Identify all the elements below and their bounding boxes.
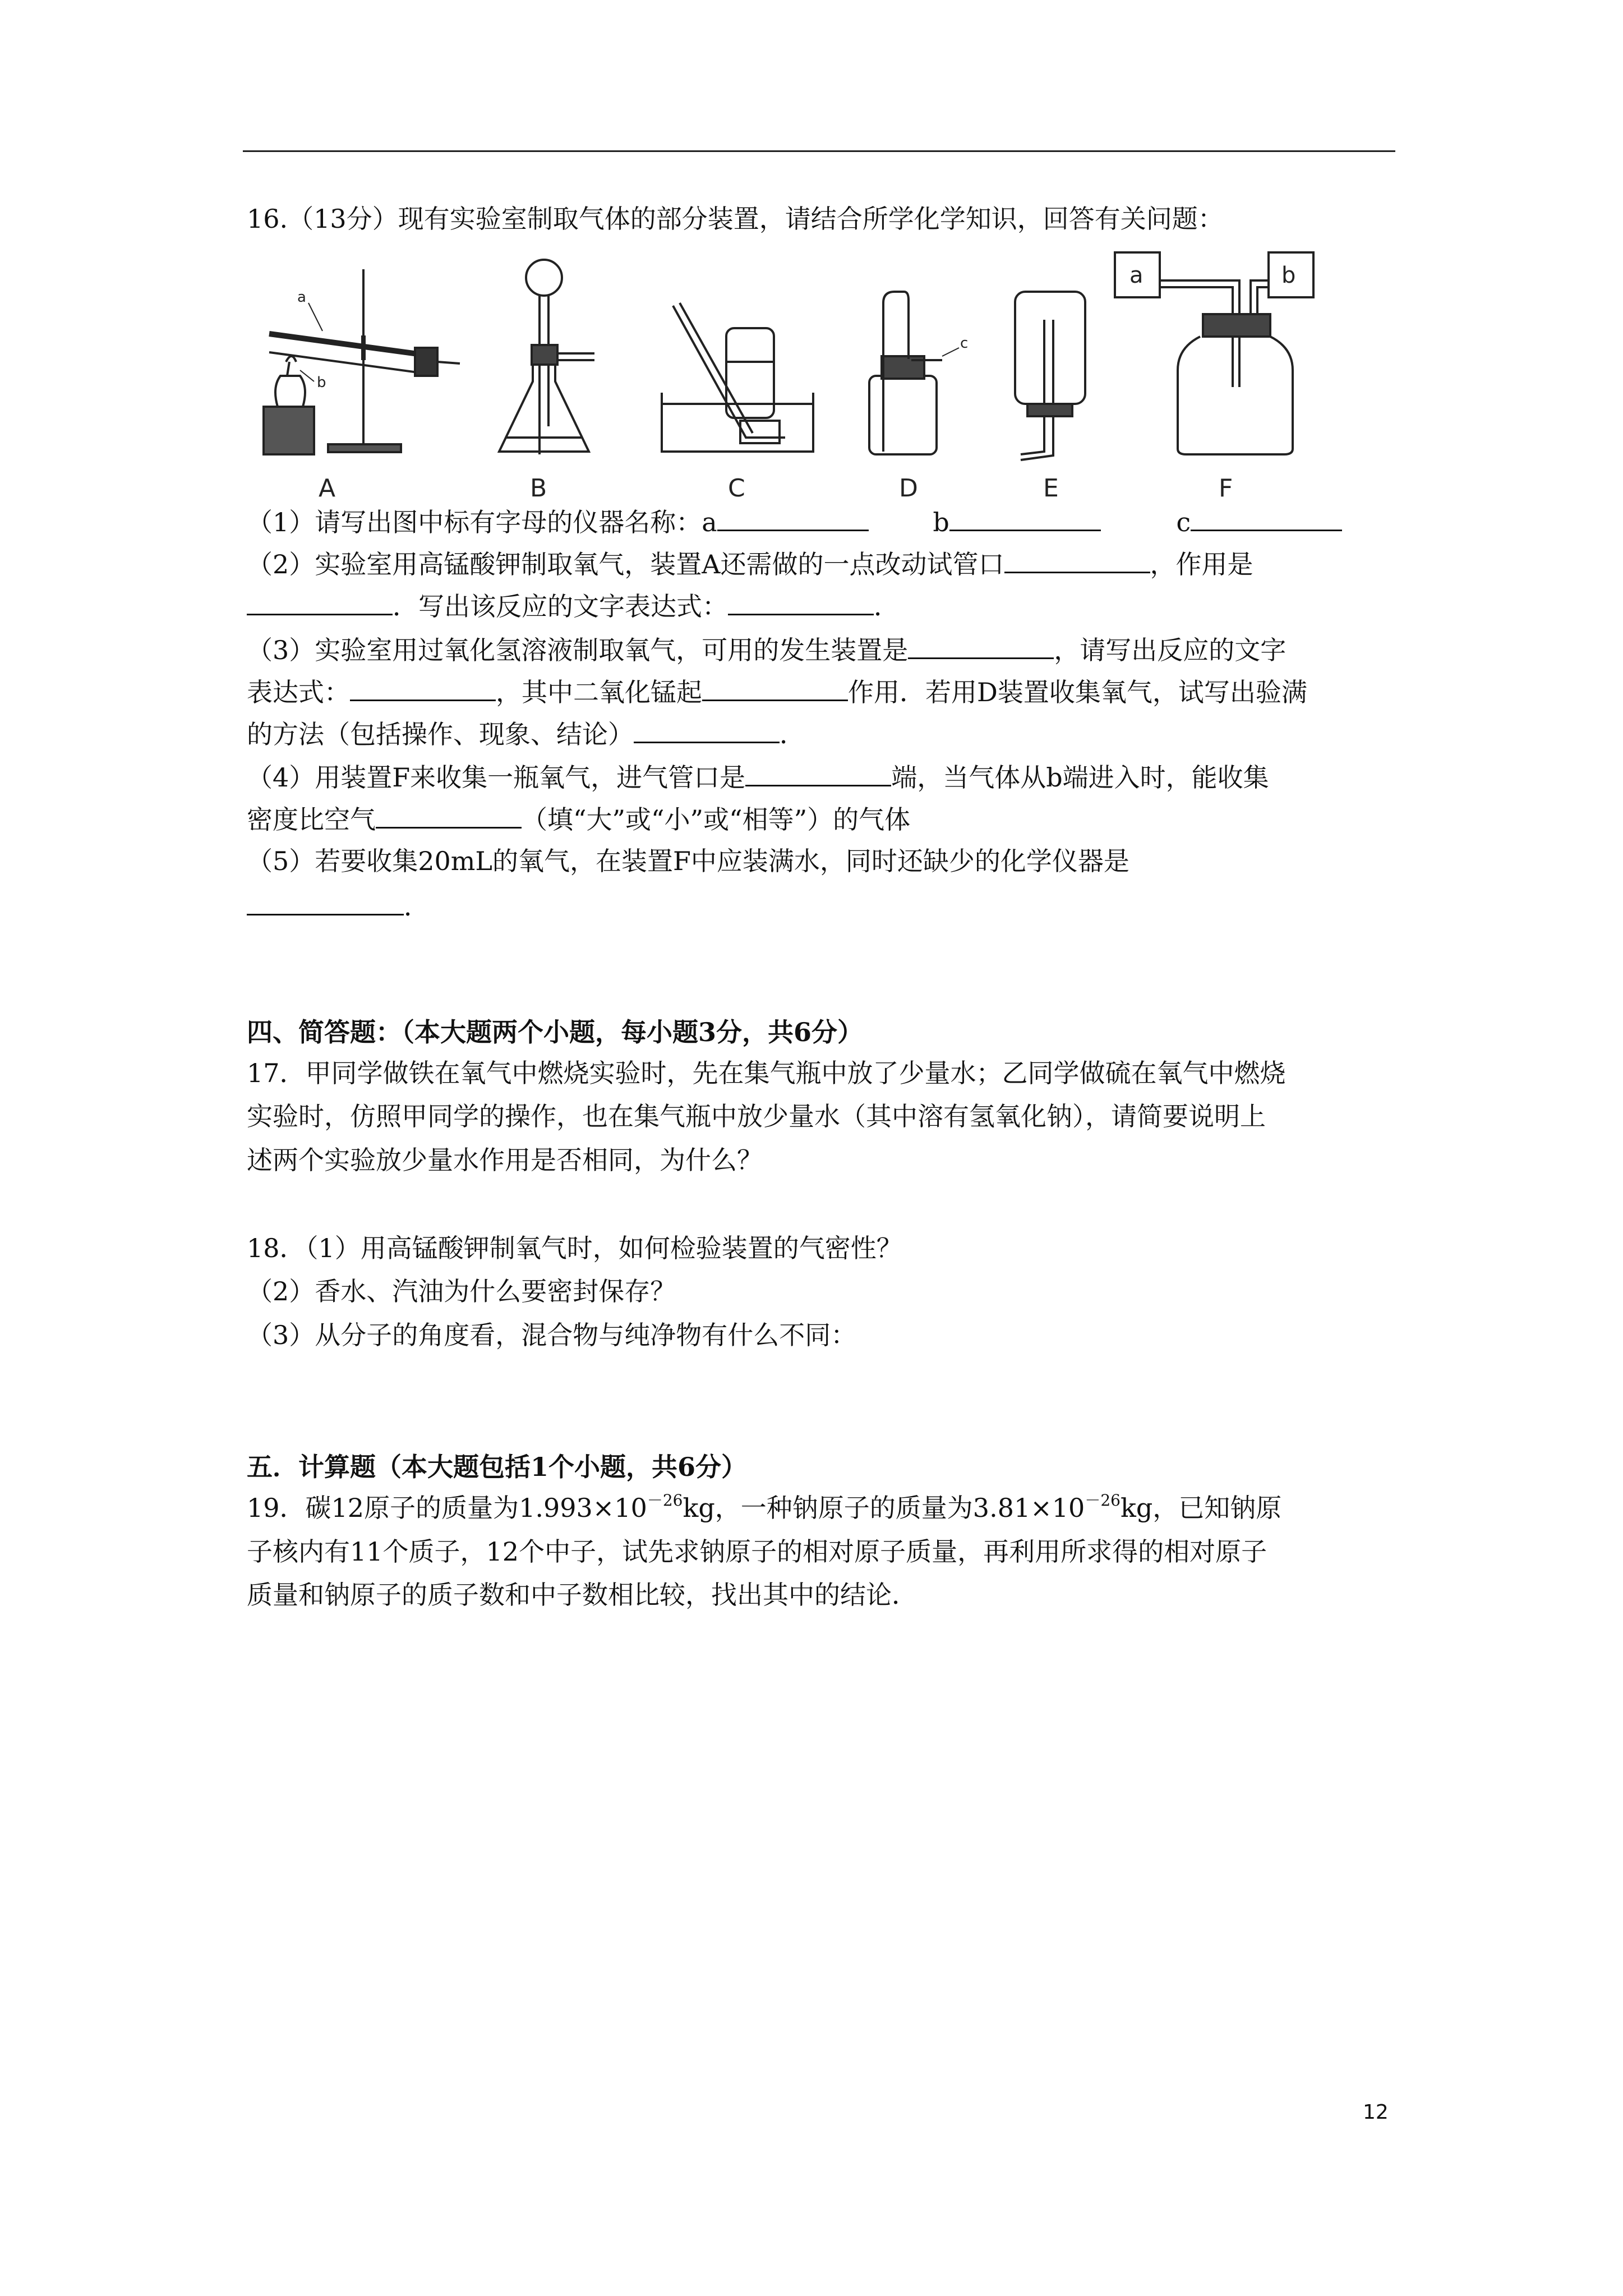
answer-blank[interactable] — [702, 675, 848, 701]
label-C: C — [728, 474, 745, 502]
answer-blank[interactable] — [745, 760, 891, 786]
exponent: －26 — [647, 1491, 683, 1510]
q16-part3-line3: 的方法（包括操作、现象、结论） ． — [247, 717, 805, 751]
header-rule — [243, 150, 1395, 152]
apparatus-c — [662, 303, 813, 452]
box-a-label: a — [1129, 263, 1144, 288]
apparatus-a — [264, 269, 460, 454]
answer-blank[interactable] — [908, 633, 1054, 659]
answer-blank[interactable] — [350, 675, 496, 701]
label-E: E — [1043, 474, 1059, 502]
q16-part3-line2: 表达式： ，其中二氧化锰起 作用．若用D装置收集氧气，试写出验满 — [247, 675, 1307, 709]
q16-part5-line2: ． — [247, 889, 430, 923]
q16-part4-line1: （4）用装置F来收集一瓶氧气，进气管口是 端，当气体从b端进入时，能收集 — [247, 760, 1269, 794]
q19-line2: 子核内有11个质子，12个中子，试先求钠原子的相对原子质量，再利用所求得的相对原子 — [247, 1536, 1267, 1567]
label-A: A — [319, 474, 336, 502]
label-b: b — [317, 374, 326, 391]
label-c: c — [960, 335, 969, 352]
answer-blank[interactable] — [247, 589, 393, 615]
exponent: －26 — [1085, 1491, 1121, 1510]
apparatus-f — [1115, 252, 1313, 454]
answer-blank[interactable] — [1004, 547, 1150, 573]
q18-line1: 18．（1）用高锰酸钾制氧气时，如何检验装置的气密性？ — [247, 1233, 902, 1263]
q17-line3: 述两个实验放少量水作用是否相同，为什么？ — [247, 1145, 763, 1175]
q17-line1: 17．甲同学做铁在氧气中燃烧实验时，先在集气瓶中放了少量水；乙同学做硫在氧气中燃烧 — [247, 1058, 1286, 1088]
q16-part3-line1: （3）实验室用过氧化氢溶液制取氧气，可用的发生装置是 ，请写出反应的文字 — [247, 633, 1286, 667]
q18-line3: （3）从分子的角度看，混合物与纯净物有什么不同： — [247, 1320, 857, 1350]
answer-blank[interactable] — [717, 505, 869, 531]
q19-line1: 19．碳12原子的质量为$1.993\times 10^{-26}kg$，一种钠原子的质量为$3.81\times 10^{-26}kg$，已知钠原 — [247, 1491, 1282, 1523]
apparatus-e — [1015, 292, 1085, 460]
apparatus-b — [499, 260, 594, 454]
answer-blank[interactable] — [949, 505, 1101, 531]
answer-blank[interactable] — [728, 589, 874, 615]
label-B: B — [530, 474, 547, 502]
label-D: D — [899, 474, 918, 502]
q18-line2: （2）香水、汽油为什么要密封保存？ — [247, 1276, 676, 1306]
apparatus-figure — [247, 236, 1335, 502]
box-b-label: b — [1281, 263, 1296, 288]
q19-line3: 质量和钠原子的质子数和中子数相比较，找出其中的结论． — [247, 1580, 917, 1610]
label-a: a — [297, 289, 306, 306]
answer-blank[interactable] — [634, 717, 780, 743]
page-number: 12 — [1363, 2101, 1389, 2124]
label-F: F — [1219, 474, 1233, 502]
q16-part1: （1）请写出图中标有字母的仪器名称：a b c — [247, 505, 1342, 539]
answer-blank[interactable] — [247, 889, 404, 915]
q16-part2-line2: ．写出该反应的文字表达式： ． — [247, 589, 900, 623]
q16-part2-line1: （2）实验室用高锰酸钾制取氧气，装置A还需做的一点改动试管口 ，作用是 — [247, 547, 1253, 581]
q16-part4-line2: 密度比空气 （填“大”或“小”或“相等”）的气体 — [247, 802, 910, 836]
q16-stem: 16.（13分）现有实验室制取气体的部分装置，请结合所学化学知识，回答有关问题： — [247, 204, 1224, 234]
answer-blank[interactable] — [376, 802, 522, 829]
q17-line2: 实验时，仿照甲同学的操作，也在集气瓶中放少量水（其中溶有氢氧化钠），请简要说明上 — [247, 1101, 1266, 1131]
section4-title: 四、简答题：（本大题两个小题，每小题3分，共6分） — [247, 1017, 864, 1047]
q16-part5-line1: （5）若要收集20mL的氧气，在装置F中应装满水，同时还缺少的化学仪器是 — [247, 846, 1129, 876]
section5-title: 五．计算题（本大题包括1个小题，共6分） — [247, 1452, 748, 1482]
apparatus-d — [869, 292, 968, 454]
answer-blank[interactable] — [1191, 505, 1342, 531]
